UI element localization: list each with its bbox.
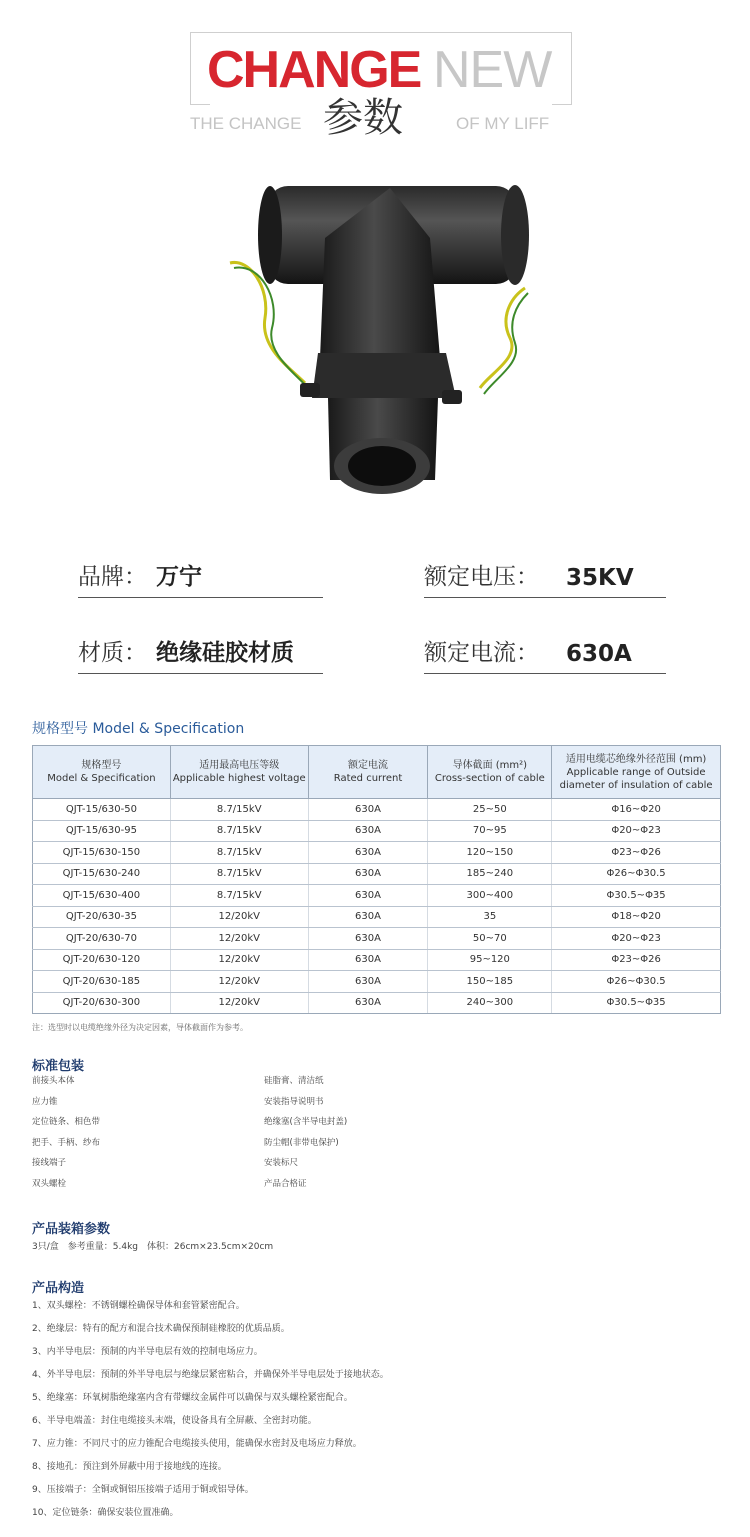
table-cell: 12/20kV bbox=[170, 949, 308, 971]
table-cell: 12/20kV bbox=[170, 906, 308, 928]
structure-item: 7、应力锥：不同尺寸的应力锥配合电缆接头使用，能确保水密封及电场应力释放。 bbox=[32, 1439, 362, 1449]
packaging-item: 把手、手柄、纱布 bbox=[32, 1137, 101, 1148]
table-cell: Φ20~Φ23 bbox=[552, 928, 721, 950]
packaging-item: 安装指导说明书 bbox=[264, 1096, 324, 1107]
spec-current-value: 630A bbox=[566, 641, 632, 667]
model-table bbox=[32, 745, 721, 1014]
table-cell: 120~150 bbox=[428, 842, 552, 864]
table-row bbox=[33, 820, 721, 842]
table-cell: QJT-20/630-185 bbox=[33, 971, 171, 993]
table-cell: 70~95 bbox=[428, 820, 552, 842]
table-cell: Φ23~Φ26 bbox=[552, 842, 721, 864]
table-header-cn: 适用最高电压等级 bbox=[199, 760, 280, 771]
table-header-cn: 导体截面 (mm²) bbox=[452, 760, 528, 771]
packaging-item: 防尘帽(非带电保护) bbox=[264, 1137, 339, 1148]
table-header-2 bbox=[308, 746, 428, 799]
table-cell: 8.7/15kV bbox=[170, 799, 308, 821]
packaging-title: 标准包装 bbox=[32, 1059, 85, 1074]
brand-new: NEW bbox=[433, 41, 552, 99]
structure-item: 1、双头螺栓：不锈钢螺栓确保导体和套管紧密配合。 bbox=[32, 1301, 245, 1311]
table-header-en: Applicable range of Outside diameter of insulation of cable bbox=[559, 766, 713, 791]
packaging-item: 双头螺栓 bbox=[32, 1178, 67, 1189]
structure-item: 2、绝缘层：特有的配方和混合技术确保预制硅橡胶的优质品质。 bbox=[32, 1324, 290, 1334]
spec-voltage-label: 额定电压： bbox=[424, 564, 539, 590]
table-cell: Φ23~Φ26 bbox=[552, 949, 721, 971]
table-cell: QJT-20/630-35 bbox=[33, 906, 171, 928]
table-row bbox=[33, 863, 721, 885]
structure-item: 9、压接端子：全铜或铜铝压接端子适用于铜或铝导体。 bbox=[32, 1485, 254, 1495]
spec-current-label: 额定电流： bbox=[424, 640, 539, 666]
table-cell: QJT-20/630-300 bbox=[33, 992, 171, 1014]
spec-current bbox=[424, 633, 666, 674]
packaging-item: 产品合格证 bbox=[264, 1178, 307, 1189]
table-header-en: Rated current bbox=[333, 773, 403, 784]
structure-item: 3、内半导电层：预制的内半导电层有效的控制电场应力。 bbox=[32, 1347, 263, 1357]
packaging-item: 绝缘塞(含半导电封盖) bbox=[264, 1117, 348, 1127]
table-cell: 300~400 bbox=[428, 885, 552, 907]
table-cell: 8.7/15kV bbox=[170, 863, 308, 885]
table-cell: Φ18~Φ20 bbox=[552, 906, 721, 928]
table-cell: 25~50 bbox=[428, 799, 552, 821]
table-cell: 630A bbox=[308, 820, 428, 842]
table-header-en: Cross-section of cable bbox=[434, 773, 545, 784]
table-cell: QJT-15/630-400 bbox=[33, 885, 171, 907]
table-cell: 35 bbox=[428, 906, 552, 928]
table-cell: Φ30.5~Φ35 bbox=[552, 885, 721, 907]
table-header-cn: 规格型号 bbox=[81, 760, 122, 771]
table-cell: Φ26~Φ30.5 bbox=[552, 863, 721, 885]
boxing-text: 3只/盒 参考重量：5.4kg 体积：26cm×23.5cm×20cm bbox=[32, 1242, 274, 1252]
spec-material-value: 绝缘硅胶材质 bbox=[156, 640, 294, 666]
table-cell: Φ20~Φ23 bbox=[552, 820, 721, 842]
model-table-title: 规格型号 Model & Specification bbox=[32, 721, 245, 737]
structure-item: 8、接地孔：预注到外屏蔽中用于接地线的连接。 bbox=[32, 1462, 227, 1472]
table-row bbox=[33, 949, 721, 971]
table-cell: 630A bbox=[308, 842, 428, 864]
table-row bbox=[33, 971, 721, 993]
packaging-item: 接线端子 bbox=[32, 1158, 67, 1168]
table-row bbox=[33, 842, 721, 864]
table-cell: Φ16~Φ20 bbox=[552, 799, 721, 821]
table-header-en: Model & Specification bbox=[47, 773, 156, 784]
tagline-right: OF MY LIFF bbox=[456, 114, 550, 133]
packaging-item: 定位链条、相色带 bbox=[32, 1117, 101, 1127]
tagline-left: THE CHANGE bbox=[190, 114, 302, 133]
packaging-item: 前接头本体 bbox=[32, 1076, 75, 1086]
table-cell: 630A bbox=[308, 928, 428, 950]
page-title: 参数 bbox=[323, 95, 403, 141]
table-cell: 150~185 bbox=[428, 971, 552, 993]
table-cell: QJT-15/630-50 bbox=[33, 799, 171, 821]
spec-brand-value: 万宁 bbox=[156, 564, 202, 590]
spec-brand bbox=[78, 557, 323, 598]
table-cell: 630A bbox=[308, 885, 428, 907]
packaging-item: 安装标尺 bbox=[264, 1158, 299, 1168]
structure-item: 5、绝缘塞：环氧树脂绝缘塞内含有带螺纹金属件可以确保与双头螺栓紧密配合。 bbox=[32, 1393, 353, 1403]
packaging-item: 应力锥 bbox=[32, 1096, 58, 1107]
spec-material bbox=[78, 633, 323, 674]
brand-change: CHANGE bbox=[207, 41, 421, 99]
structure-item: 10、定位链条：确保安装位置准确。 bbox=[32, 1508, 179, 1518]
table-cell: 630A bbox=[308, 992, 428, 1014]
table-cell: 95~120 bbox=[428, 949, 552, 971]
table-header-1 bbox=[170, 746, 308, 799]
table-cell: QJT-20/630-70 bbox=[33, 928, 171, 950]
table-cell: QJT-15/630-150 bbox=[33, 842, 171, 864]
table-header-3 bbox=[428, 746, 552, 799]
packaging-item: 硅脂膏、清洁纸 bbox=[264, 1076, 324, 1086]
table-cell: 630A bbox=[308, 799, 428, 821]
table-cell: 185~240 bbox=[428, 863, 552, 885]
table-cell: 630A bbox=[308, 863, 428, 885]
table-row bbox=[33, 885, 721, 907]
table-row bbox=[33, 992, 721, 1014]
table-header-0 bbox=[33, 746, 171, 799]
table-header-cn: 适用电缆芯绝缘外径范围 (mm) bbox=[565, 753, 707, 765]
table-header-en: Applicable highest voltage bbox=[172, 773, 306, 784]
table-cell: 50~70 bbox=[428, 928, 552, 950]
table-note: 注：选型时以电缆绝缘外径为决定因素，导体截面作为参考。 bbox=[32, 1023, 248, 1032]
table-cell: Φ26~Φ30.5 bbox=[552, 971, 721, 993]
table-header-cn: 额定电流 bbox=[348, 760, 389, 771]
table-cell: QJT-20/630-120 bbox=[33, 949, 171, 971]
product-image bbox=[210, 168, 540, 498]
table-cell: 12/20kV bbox=[170, 928, 308, 950]
table-cell: 240~300 bbox=[428, 992, 552, 1014]
table-cell: 8.7/15kV bbox=[170, 820, 308, 842]
table-cell: 630A bbox=[308, 971, 428, 993]
spec-material-label: 材质： bbox=[78, 640, 147, 666]
table-row bbox=[33, 799, 721, 821]
table-cell: 630A bbox=[308, 906, 428, 928]
table-cell: 12/20kV bbox=[170, 971, 308, 993]
table-cell: 630A bbox=[308, 949, 428, 971]
table-row bbox=[33, 906, 721, 928]
table-cell: 8.7/15kV bbox=[170, 842, 308, 864]
structure-item: 4、外半导电层：预制的外半导电层与绝缘层紧密粘合，并确保外半导电层处于接地状态。 bbox=[32, 1370, 389, 1380]
structure-title: 产品构造 bbox=[32, 1281, 85, 1296]
spec-brand-label: 品牌： bbox=[78, 564, 147, 590]
table-cell: 8.7/15kV bbox=[170, 885, 308, 907]
table-cell: Φ30.5~Φ35 bbox=[552, 992, 721, 1014]
structure-item: 6、半导电端盖：封住电缆接头末端，使设备具有全屏蔽、全密封功能。 bbox=[32, 1416, 317, 1426]
table-header-4 bbox=[552, 746, 721, 799]
table-cell: 12/20kV bbox=[170, 992, 308, 1014]
spec-voltage-value: 35KV bbox=[566, 565, 634, 591]
boxing-title: 产品装箱参数 bbox=[32, 1222, 111, 1237]
table-cell: QJT-15/630-240 bbox=[33, 863, 171, 885]
table-cell: QJT-15/630-95 bbox=[33, 820, 171, 842]
spec-voltage bbox=[424, 557, 666, 598]
table-row bbox=[33, 928, 721, 950]
